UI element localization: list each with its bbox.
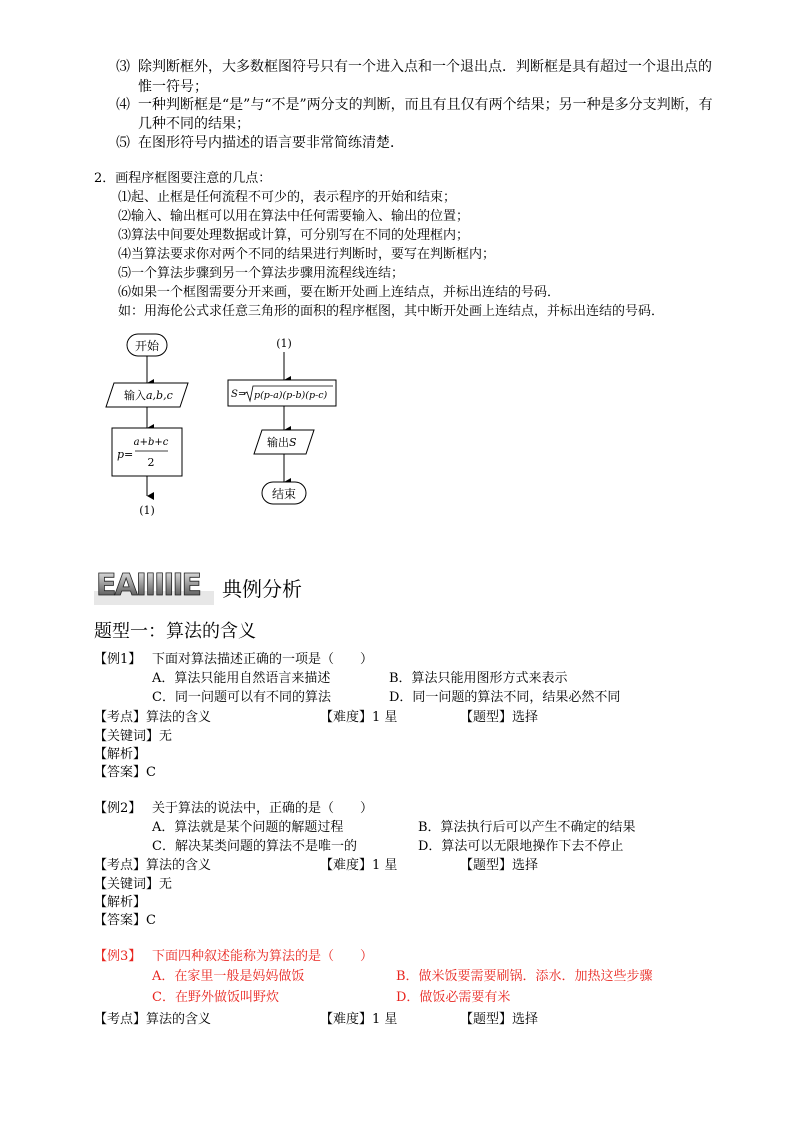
ex2-question: 关于算法的说法中，正确的是（ ）: [152, 801, 374, 816]
note-3-line1: 除判断框外，大多数框图符号只有一个进入点和一个退出点．判断框是具有超过一个退出点的: [138, 59, 712, 75]
ex1-answer: 【答案】C: [94, 765, 156, 780]
ex3-tixing: 【题型】选择: [460, 1012, 539, 1027]
note-4-line1: 一种判断框是“是”与“不是”两分支的判断，而且有且仅有两个结果；另一种是多分支判断，有: [138, 97, 713, 113]
section2-item-6: ⑹如果一个框图需要分开来画，要在断开处画上连结点，并标出连结的号码．: [118, 285, 561, 300]
ex1-nandu: 【难度】1 星: [320, 710, 398, 725]
s-lhs: S=: [231, 389, 247, 400]
output-label: 输出S: [267, 436, 297, 449]
p-denominator: 2: [147, 456, 155, 469]
s-expression: p(p-a)(p-b)(p-c): [254, 390, 328, 401]
ex1-option-b: B．算法只能用图形方式来表示: [389, 671, 568, 686]
connector-out: (1): [139, 504, 155, 517]
ex1-jiexi: 【解析】: [94, 747, 147, 762]
ex3-option-b: B．做米饭要需要刷锅．添水．加热这些步骤: [396, 969, 653, 984]
note-3-line2: 惟一符号；: [138, 79, 208, 95]
p-lhs: p=: [117, 448, 134, 461]
start-label: 开始: [134, 339, 160, 353]
ex1-kaodian: 【考点】算法的含义: [94, 710, 212, 725]
ex2-option-b: B．算法执行后可以产生不确定的结果: [418, 820, 636, 835]
ex3-kaodian: 【考点】算法的含义: [94, 1012, 212, 1027]
note-4-number: ⑷: [116, 97, 130, 113]
ex1-question: 下面对算法描述正确的一项是（ ）: [152, 652, 374, 667]
section2-example-line: 如：用海伦公式求任意三角形的面积的程序框图，其中断开处画上连结点，并标出连结的号码．: [118, 304, 665, 319]
section-logo: [94, 565, 214, 607]
section2-item-1: ⑴起、止框是任何流程不可少的，表示程序的开始和结束；: [118, 190, 457, 205]
type1-title: 题型一：算法的含义: [94, 621, 256, 642]
end-label: 结束: [271, 487, 297, 501]
ex1-option-c: C．同一问题可以有不同的算法: [152, 690, 331, 705]
section-title: 典例分析: [222, 577, 302, 601]
ex3-question: 下面四种叙述能称为算法的是（ ）: [152, 949, 374, 964]
ex1-tixing: 【题型】选择: [460, 710, 539, 725]
logo-text: EAIIIIIE: [96, 568, 201, 603]
ex2-nandu: 【难度】1 星: [320, 858, 398, 873]
section2-heading: 2．画程序框图要注意的几点：: [94, 171, 272, 186]
ex2-tixing: 【题型】选择: [460, 858, 539, 873]
ex1-option-d: D．同一问题的算法不同，结果必然不同: [389, 690, 621, 705]
flowchart: [0, 0, 794, 560]
ex1-label: 【例1】: [94, 652, 142, 667]
ex3-option-d: D．做饭必需要有米: [396, 990, 511, 1005]
ex2-option-c: C．解决某类问题的算法不是唯一的: [152, 839, 357, 854]
ex2-option-a: A．算法就是某个问题的解题过程: [152, 820, 344, 835]
note-4-line2: 几种不同的结果；: [138, 116, 250, 132]
ex2-keywords: 【关键词】无: [94, 877, 173, 892]
ex2-option-d: D．算法可以无限地操作下去不停止: [418, 839, 624, 854]
ex2-label: 【例2】: [94, 801, 142, 816]
note-3-number: ⑶: [116, 59, 130, 75]
ex2-kaodian: 【考点】算法的含义: [94, 858, 212, 873]
connector-in: (1): [276, 337, 292, 350]
ex2-answer: 【答案】C: [94, 913, 156, 928]
ex1-option-a: A．算法只能用自然语言来描述: [152, 671, 331, 686]
note-5-number: ⑸: [116, 135, 130, 151]
ex3-nandu: 【难度】1 星: [320, 1012, 398, 1027]
section2-item-5: ⑸一个算法步骤到另一个算法步骤用流程线连结；: [118, 266, 405, 281]
ex3-label: 【例3】: [94, 949, 142, 964]
input-label: 输入a,b,c: [124, 389, 173, 402]
section2-item-3: ⑶算法中间要处理数据或计算，可分别写在不同的处理框内；: [118, 228, 470, 243]
section2-item-4: ⑷当算法要求你对两个不同的结果进行判断时，要写在判断框内；: [118, 247, 496, 262]
ex2-jiexi: 【解析】: [94, 895, 147, 910]
ex1-keywords: 【关键词】无: [94, 729, 173, 744]
section2-item-2: ⑵输入、输出框可以用在算法中任何需要输入、输出的位置；: [118, 209, 470, 224]
note-5-line1: 在图形符号内描述的语言要非常简练清楚．: [138, 135, 404, 151]
ex3-option-a: A．在家里一般是妈妈做饭: [152, 969, 305, 984]
ex3-option-c: C．在野外做饭叫野炊: [152, 990, 279, 1005]
p-numerator: a+b+c: [133, 437, 169, 448]
